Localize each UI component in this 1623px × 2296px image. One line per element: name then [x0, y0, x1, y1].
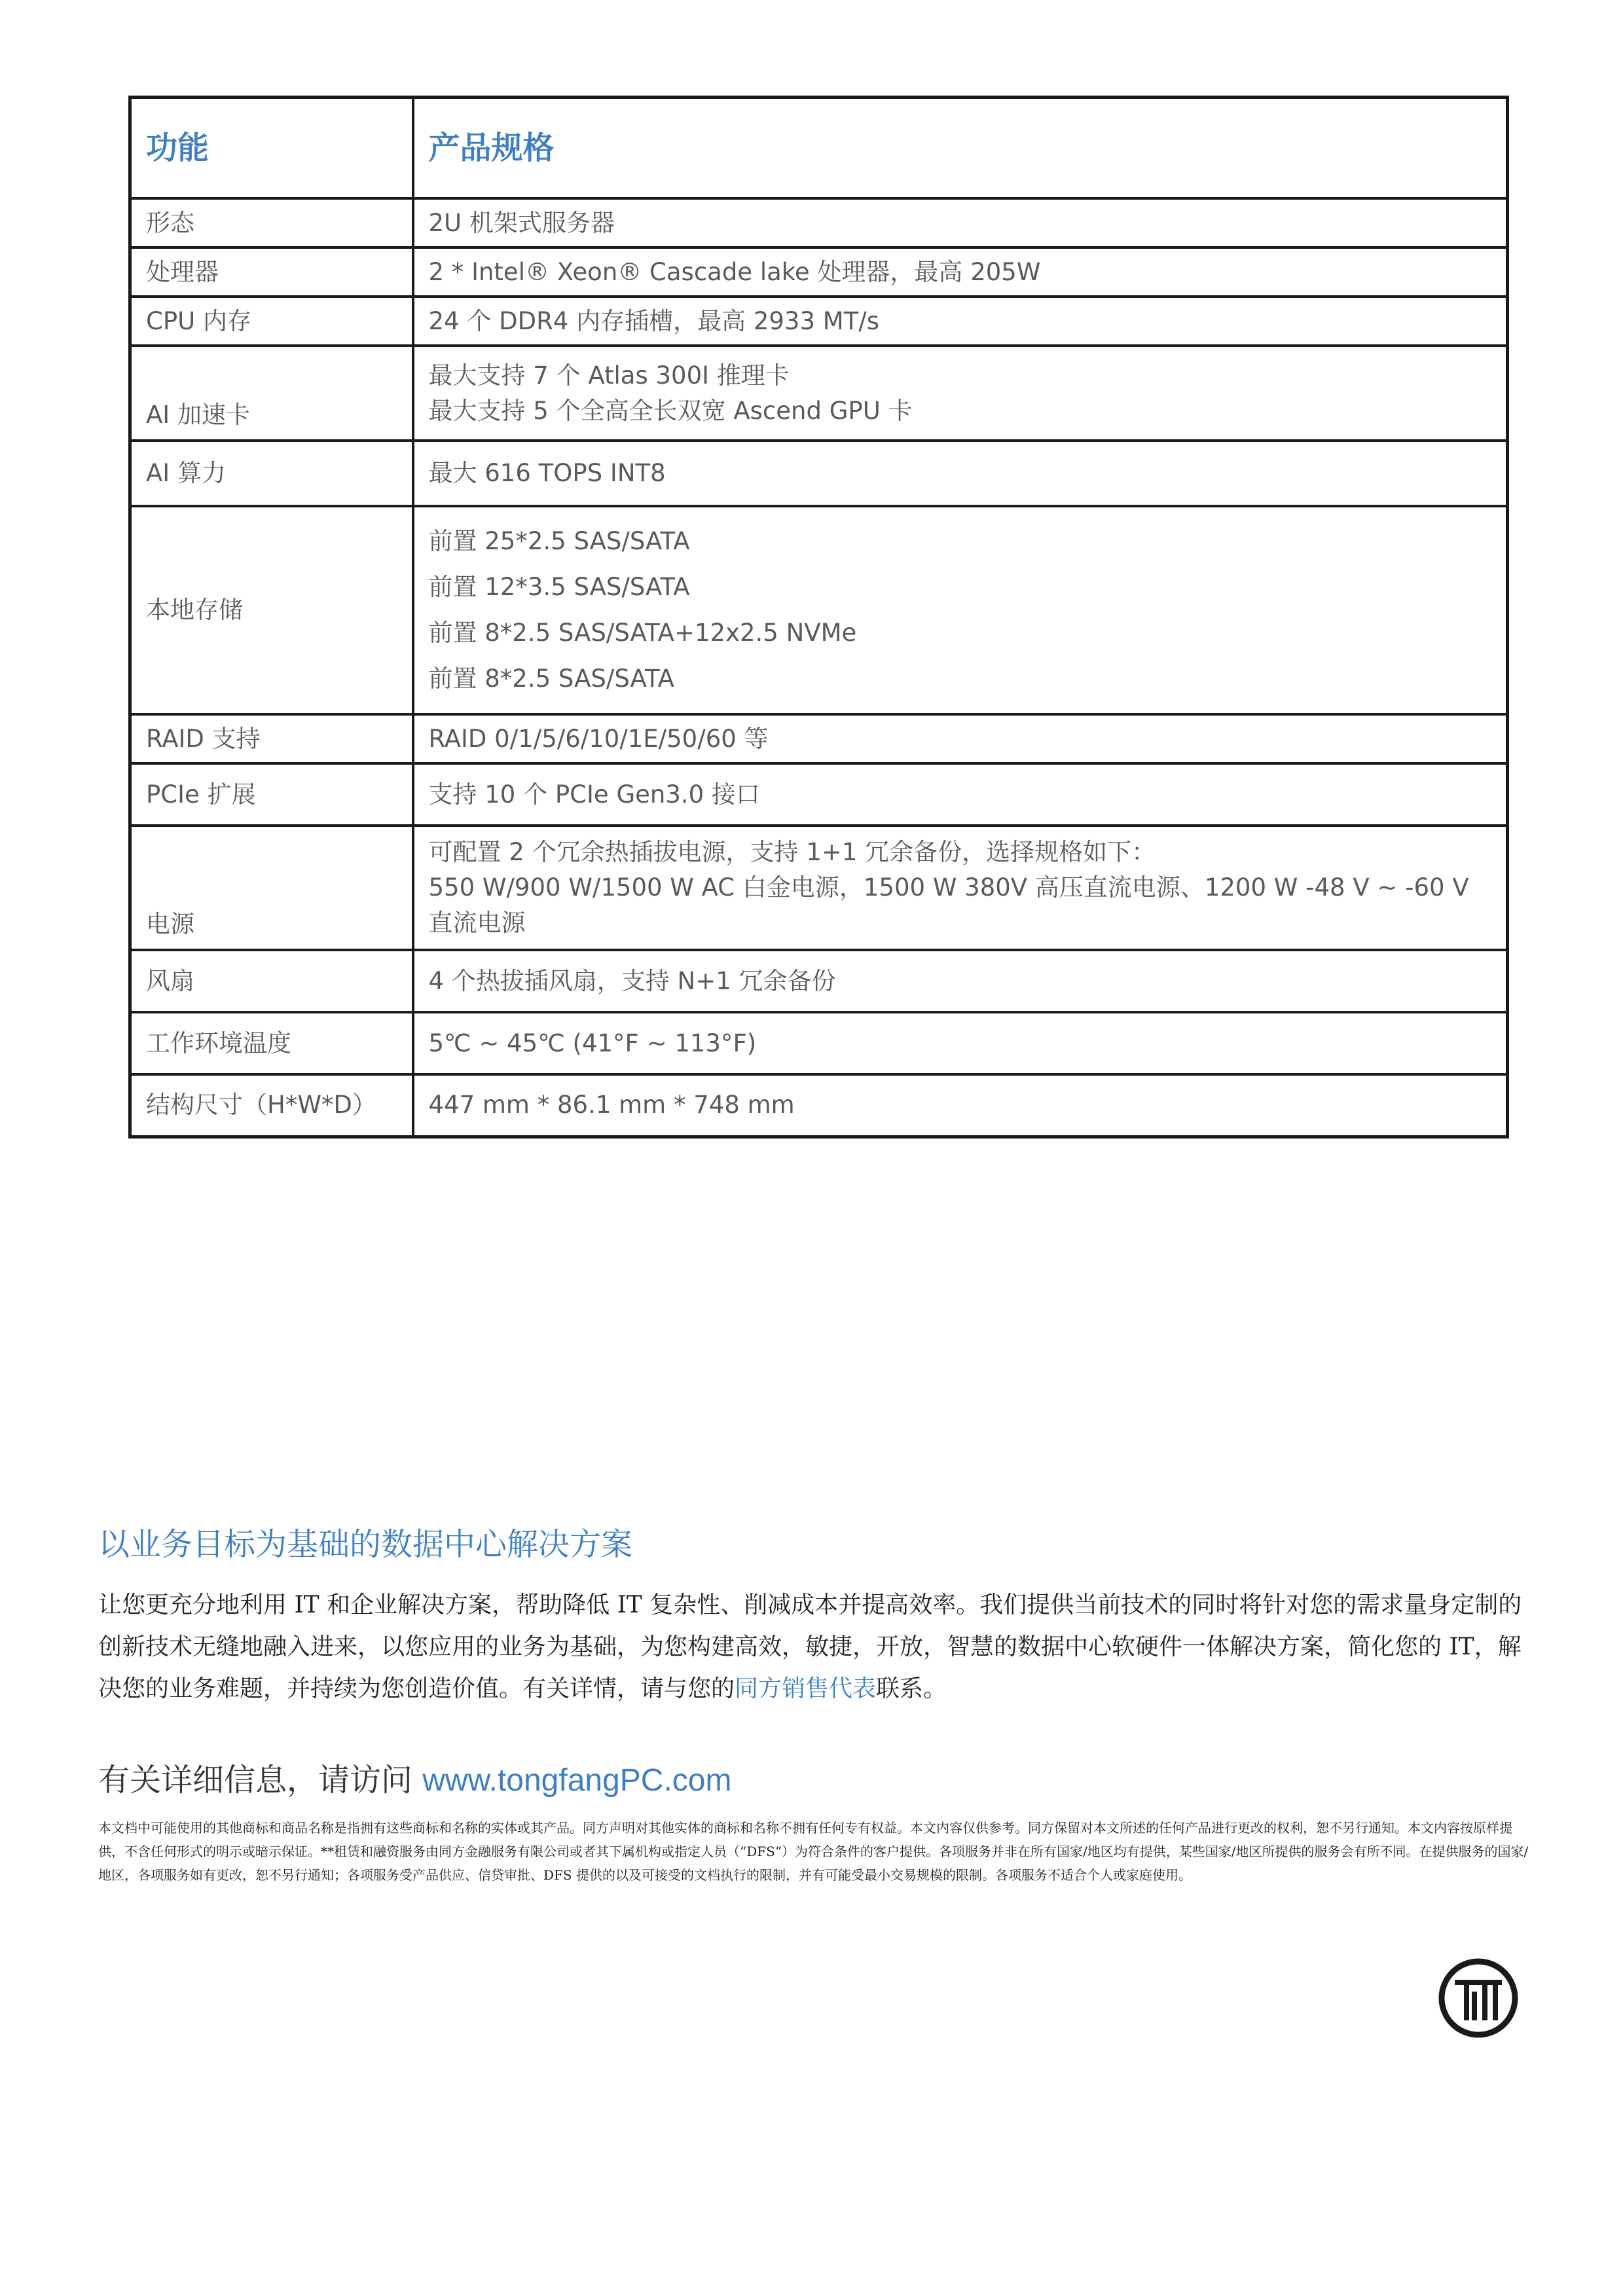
section-body-text: 让您更充分地利用 IT 和企业解决方案，帮助降低 IT 复杂性、削减成本并提高效率。我们提供当前技术的同时将针对您的需求量身定制的创新技术无缝地融入进来，以您应用的业务为基础，为您构建高效，敏捷，开放，智慧的数据中心软硬件一体解决方案，简化您的 IT，解决您的业务难题，并持续为您创造价值。有关详情，请与您的 — [98, 1592, 1522, 1702]
spec-cell — [413, 826, 1508, 950]
spec-cell — [413, 950, 1508, 1012]
table-row — [130, 1012, 1508, 1074]
table-header-row — [130, 98, 1508, 199]
spec-line: 2U 机架式服务器 — [428, 208, 615, 237]
spec-line: 前置 8*2.5 SAS/SATA+12x2.5 NVMe — [428, 619, 857, 647]
section-title: 以业务目标为基础的数据中心解决方案 — [98, 1526, 633, 1563]
table-row — [130, 1074, 1508, 1137]
feature-cell: 处理器 — [130, 247, 413, 297]
spec-cell — [413, 297, 1508, 346]
feature-cell: AI 算力 — [130, 441, 413, 506]
feature-cell: AI 加速卡 — [130, 346, 413, 441]
feature-cell: 本地存储 — [130, 506, 413, 714]
spec-cell — [413, 1012, 1508, 1074]
spec-cell — [413, 763, 1508, 826]
website-link[interactable]: www.tongfangPC.com — [422, 1763, 732, 1798]
feature-cell: 结构尺寸（H*W*D） — [130, 1074, 413, 1137]
spec-line: 550 W/900 W/1500 W AC 白金电源，1500 W 380V 高压直流电源、1200 W -48 V ~ -60 V 直流电源 — [428, 873, 1469, 937]
spec-line: 447 mm * 86.1 mm * 748 mm — [428, 1091, 795, 1120]
spec-line: 支持 10 个 PCIe Gen3.0 接口 — [428, 780, 760, 809]
table-row — [130, 297, 1508, 346]
header-spec: 产品规格 — [413, 98, 1508, 199]
spec-line: 5℃ ~ 45℃ (41°F ~ 113°F) — [428, 1029, 757, 1057]
spec-cell — [413, 1074, 1508, 1137]
feature-cell: 电源 — [130, 826, 413, 950]
sales-rep-link[interactable]: 同方销售代表 — [735, 1675, 877, 1702]
spec-line: 可配置 2 个冗余热插拔电源，支持 1+1 冗余备份，选择规格如下： — [428, 838, 1156, 866]
visit-line — [98, 1755, 731, 1800]
spec-line: 前置 12*3.5 SAS/SATA — [428, 573, 690, 601]
table-row — [130, 763, 1508, 826]
feature-cell: 工作环境温度 — [130, 1012, 413, 1074]
tongfang-logo-icon — [1438, 1958, 1519, 2039]
spec-cell — [413, 198, 1508, 247]
spec-line: 最大支持 5 个全高全长双宽 Ascend GPU 卡 — [428, 396, 913, 425]
spec-line: 最大支持 7 个 Atlas 300I 推理卡 — [428, 361, 790, 390]
spec-line: RAID 0/1/5/6/10/1E/50/60 等 — [428, 724, 769, 753]
table-row — [130, 714, 1508, 763]
spec-cell — [413, 714, 1508, 763]
spec-line: 前置 25*2.5 SAS/SATA — [428, 527, 690, 555]
spec-line: 最大 616 TOPS INT8 — [428, 459, 666, 487]
feature-cell: CPU 内存 — [130, 297, 413, 346]
spec-cell — [413, 346, 1508, 441]
section-body — [98, 1584, 1525, 1710]
section-body-tail: 联系。 — [876, 1675, 947, 1702]
feature-cell: PCIe 扩展 — [130, 763, 413, 826]
feature-cell: 风扇 — [130, 950, 413, 1012]
table-row — [130, 506, 1508, 714]
spec-table — [128, 96, 1509, 1139]
spec-line: 前置 8*2.5 SAS/SATA — [428, 665, 674, 693]
disclaimer: 本文档中可能使用的其他商标和商品名称是指拥有这些商标和名称的实体或其产品。同方声明对其他实体的商标和名称不拥有任何专有权益。本文内容仅供参考。同方保留对本文所述的任何产品进行更改的权利，恕不另行通知。本文内容按原样提供，不含任何形式的明示或暗示保证。**租赁和融资服务由同方金融服务有限公司或者其下属机构或指定人员（“DFS”）为符合条件的客户提供。各项服务并非在所有国家/地区均有提供，某些国家/地区所提供的服务会有所不同。在提供服务的国家/地区，各项服务如有更改，恕不另行通知；各项服务受产品供应、信贷审批、DFS 提供的以及可接受的文档执行的限制，并有可能受最小交易规模的限制。各项服务不适合个人或家庭使用。 — [98, 1820, 1529, 1883]
feature-cell: RAID 支持 — [130, 714, 413, 763]
spec-cell — [413, 441, 1508, 506]
table-row — [130, 950, 1508, 1012]
table-row — [130, 346, 1508, 441]
header-feature: 功能 — [130, 98, 413, 199]
spec-cell — [413, 247, 1508, 297]
spec-cell — [413, 506, 1508, 714]
spec-line: 2 * Intel® Xeon® Cascade lake 处理器，最高 205W — [428, 257, 1041, 286]
feature-cell: 形态 — [130, 198, 413, 247]
spec-line: 4 个热拔插风扇，支持 N+1 冗余备份 — [428, 966, 836, 995]
visit-label: 有关详细信息，请访问 — [98, 1762, 423, 1798]
spec-line: 24 个 DDR4 内存插槽，最高 2933 MT/s — [428, 306, 880, 335]
table-row — [130, 441, 1508, 506]
table-row — [130, 826, 1508, 950]
table-row — [130, 198, 1508, 247]
table-row — [130, 247, 1508, 297]
